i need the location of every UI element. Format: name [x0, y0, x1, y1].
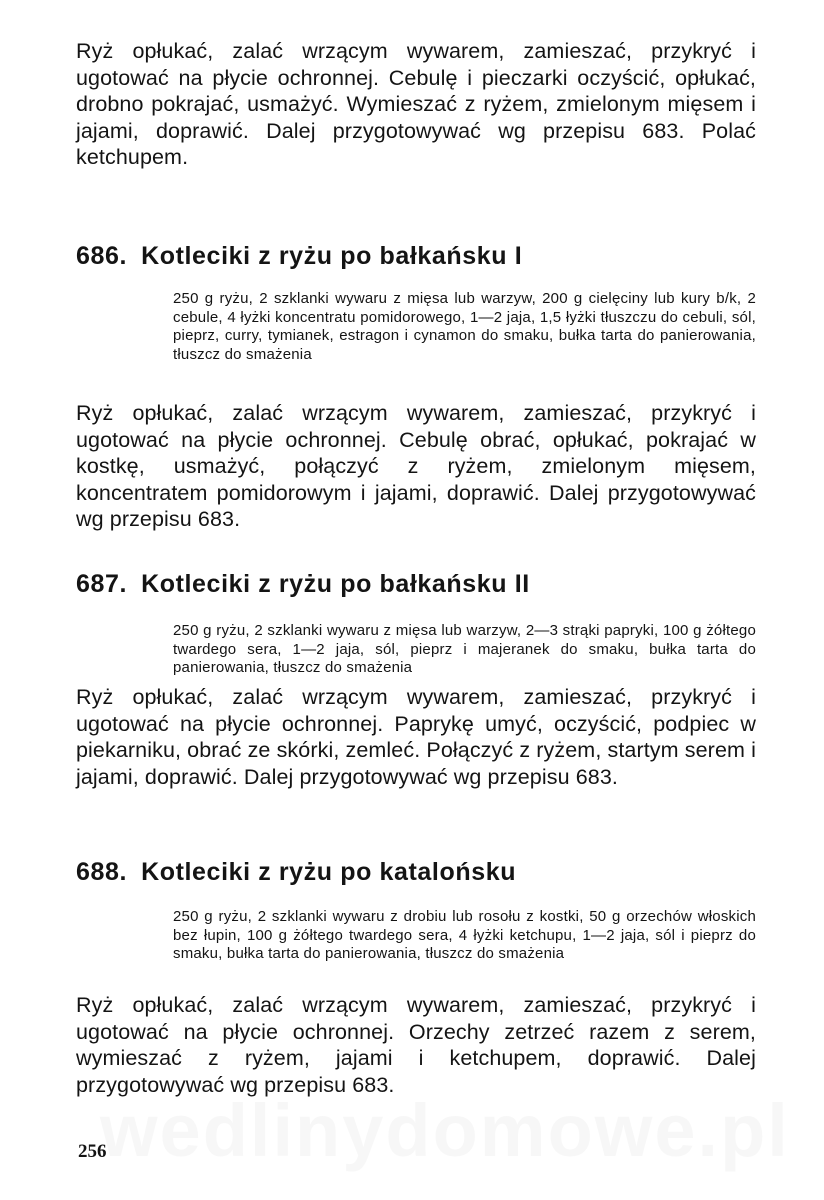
- recipe-687-ingredients: 250 g ryżu, 2 szklanki wywaru z mięsa lub warzyw, 2—3 strąki papryki, 100 g żółtego twardego sera, 1—2 jaja, sól, pieprz i majeranek do smaku, bułka tarta do panierowania, tłuszcz do smażenia: [173, 622, 756, 676]
- recipe-688-heading: [76, 856, 756, 888]
- recipe-688-ingredients: 250 g ryżu, 2 szklanki wywaru z drobiu lub rosołu z kostki, 50 g orzechów włoskich bez łupin, 100 g żółtego twardego sera, 4 łyżki ketchupu, 1—2 jaja, sól i pieprz do smaku, bułka tarta do panierowania, tłuszcz do smażenia: [173, 908, 756, 962]
- recipe-687-title: Kotleciki z ryżu po bałkańsku II: [141, 570, 530, 598]
- recipe-688-method: Ryż opłukać, zalać wrzącym wywarem, zamieszać, przykryć i ugotować na płycie ochronnej. Orzechy zetrzeć razem z serem, wymieszać z ryżem, jajami i ketchupem, doprawić. Dalej przygotowywać wg przepisu 683.: [76, 993, 756, 1097]
- recipe-687-heading: [76, 568, 756, 600]
- recipe-686-method: Ryż opłukać, zalać wrzącym wywarem, zamieszać, przykryć i ugotować na płycie ochronnej. Cebulę obrać, opłukać, pokrajać w kostkę, usmażyć, połączyć z ryżem, zmielonym mięsem, koncentratem pomidorowym i jajami, doprawić. Dalej przygotowywać wg przepisu 683.: [76, 401, 756, 531]
- intro-paragraph: Ryż opłukać, zalać wrzącym wywarem, zamieszać, przykryć i ugotować na płycie ochronnej. Cebulę i pieczarki oczyścić, opłukać, drobno pokrajać, usmażyć. Wymieszać z ryżem, zmielonym mięsem i jajami, doprawić. Dalej przygotowywać wg przepisu 683. Polać ketchupem.: [76, 39, 756, 169]
- recipe-686-title: Kotleciki z ryżu po bałkańsku I: [141, 242, 523, 270]
- recipe-687-number: 687.: [76, 570, 128, 598]
- page-number: 256: [78, 1141, 107, 1162]
- recipe-687-method: Ryż opłukać, zalać wrzącym wywarem, zamieszać, przykryć i ugotować na płycie ochronnej. Paprykę umyć, oczyścić, podpiec w piekarniku, obrać ze skórki, zemleć. Połączyć z ryżem, startym serem i jajami, doprawić. Dalej przygotowywać wg przepisu 683.: [76, 685, 756, 789]
- recipe-688-title: Kotleciki z ryżu po katalońsku: [141, 858, 517, 886]
- watermark: wedlinydomowe.pl: [100, 1089, 790, 1172]
- recipe-686-number: 686.: [76, 242, 128, 270]
- recipe-686-heading: [76, 240, 756, 272]
- recipe-688-number: 688.: [76, 858, 128, 886]
- recipe-686-ingredients: 250 g ryżu, 2 szklanki wywaru z mięsa lub warzyw, 200 g cielęciny lub kury b/k, 2 cebule, 4 łyżki koncentratu pomidorowego, 1—2 jaja, 1,5 łyżki tłuszczu do cebuli, sól, pieprz, curry, tymianek, estragon i cynamon do smaku, bułka tarta do panierowania, tłuszcz do smażenia: [173, 290, 756, 363]
